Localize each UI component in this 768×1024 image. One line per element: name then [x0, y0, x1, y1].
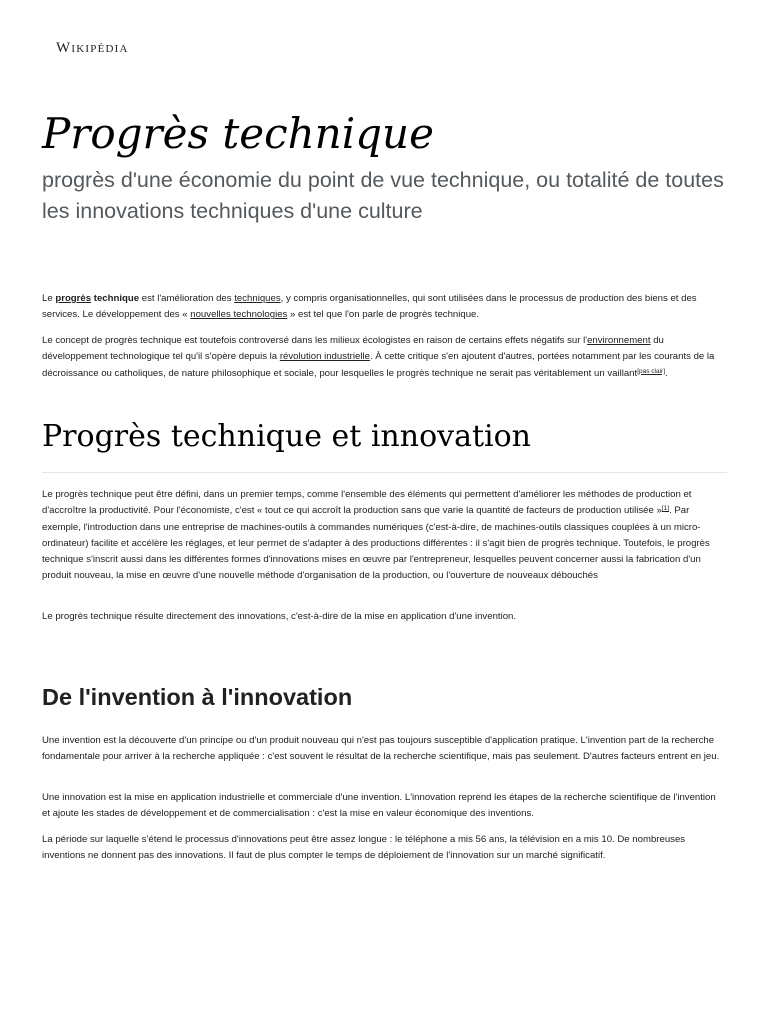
text-run: , y compris organisationnelles, qui sont utilisées dans le processus de production des biens et des services. Le développement des « — [42, 293, 697, 321]
bold-term — [55, 293, 139, 304]
link-techniques[interactable]: techniques — [234, 293, 281, 304]
section2-paragraph-2: Une innovation est la mise en application industrielle et commerciale d'une invention. L'innovation reprend les étapes de la recherche scientifique de l'invention et ajoute les stades de développement et de commercialisation : c'est la mise en valeur économique des inventions. — [42, 792, 716, 820]
bold-technique: technique — [91, 293, 140, 304]
link-progres[interactable]: progrès — [55, 293, 92, 304]
link-nouvelles-technologies[interactable]: nouvelles technologies — [190, 309, 288, 321]
link-environnement[interactable]: environnement — [587, 335, 651, 346]
text-run: Le concept de progrès technique est toutefois controversé dans les milieux écologistes en raison de certains effets négatifs sur l' — [42, 335, 588, 346]
section1-paragraph-1 — [42, 487, 726, 585]
text-run: . À cette critique s'en ajoutent d'autres, portées notamment par les courants de la décroissance ou catholiques, de nature philosophique et sociale, pour lesquelles le progrès technique ne serait pas véritablement un vaillant — [42, 351, 715, 379]
text-run: Le progrès technique peut être défini, dans un premier temps, comme l'ensemble des éléments qui permettent d'améliorer les méthodes de production et d'accroître la productivité. Pour l'économiste, c'est « tout ce qui accroît la production sans que varie la quantité de facteurs de production utilisée » — [42, 489, 692, 517]
text-run: du développement technologique tel qu'il s'opère depuis la — [42, 335, 664, 363]
intro-paragraph-2 — [42, 333, 726, 382]
subsection-heading-invention: De l'invention à l'innovation — [42, 684, 353, 710]
text-run: . — [665, 367, 668, 379]
section-heading-innovation: Progrès technique et innovation — [42, 419, 531, 454]
text-run: . Par exemple, l'introduction dans une entreprise de machines-outils à commandes numériques (c'est-à-dire, de machines-outils classiques couplées à un micro-ordinateur) facilite et accélère les réglages, et leur permet de s'adapter à des productions différentes : il s'agit bien de progrès technique. Toutefois, le progrès technique s'inscrit aussi dans les différentes formes d'innovations mises en œuvre par l'entrepreneur, lesquelles peuvent concerner aussi la fabrication d'un produit nouveau, la mise en œuvre d'une nouvelle méthode d'organisation de la production, ou l'ouverture de nouveaux débouchés — [42, 505, 710, 582]
text-run: est l'amélioration des — [139, 293, 235, 304]
section1-paragraph-2: Le progrès technique résulte directement des innovations, c'est-à-dire de la mise en application d'une invention. — [42, 611, 517, 622]
link-revolution-industrielle[interactable]: révolution industrielle — [279, 351, 370, 363]
reference-1[interactable]: [1] — [661, 505, 670, 513]
note-pas-clair[interactable]: [pas clair] — [637, 367, 666, 375]
text-run: Le — [42, 293, 56, 304]
section2-paragraph-3: La période sur laquelle s'étend le processus d'innovations peut être assez longue : le téléphone a mis 56 ans, la télévision en a mis 10. De nombreuses inventions ne donnent pas des innovations. Il faut de plus compter le temps de déploiement de l'innovation sur un marché significatif. — [42, 834, 686, 862]
wikipedia-wordmark[interactable]: WIKIPÉDIA — [56, 40, 129, 56]
intro-paragraph-1 — [42, 291, 726, 324]
page-subtitle: progrès d'une économie du point de vue technique, ou totalité de toutes les innovations techniques d'une culture — [42, 168, 724, 223]
text-run: » est tel que l'on parle de progrès technique. — [287, 309, 480, 321]
heading-divider — [42, 472, 727, 473]
page-title: Progrès technique — [42, 109, 434, 158]
section2-paragraph-1: Une invention est la découverte d'un principe ou d'un produit nouveau qui n'est pas toujours susceptible d'application pratique. L'invention part de la recherche fondamentale pour arriver à la recherche appliquée : c'est souvent le résultat de la recherche scientifique, mais pas seulement. D'autres facteurs entrent en jeu. — [42, 735, 720, 763]
